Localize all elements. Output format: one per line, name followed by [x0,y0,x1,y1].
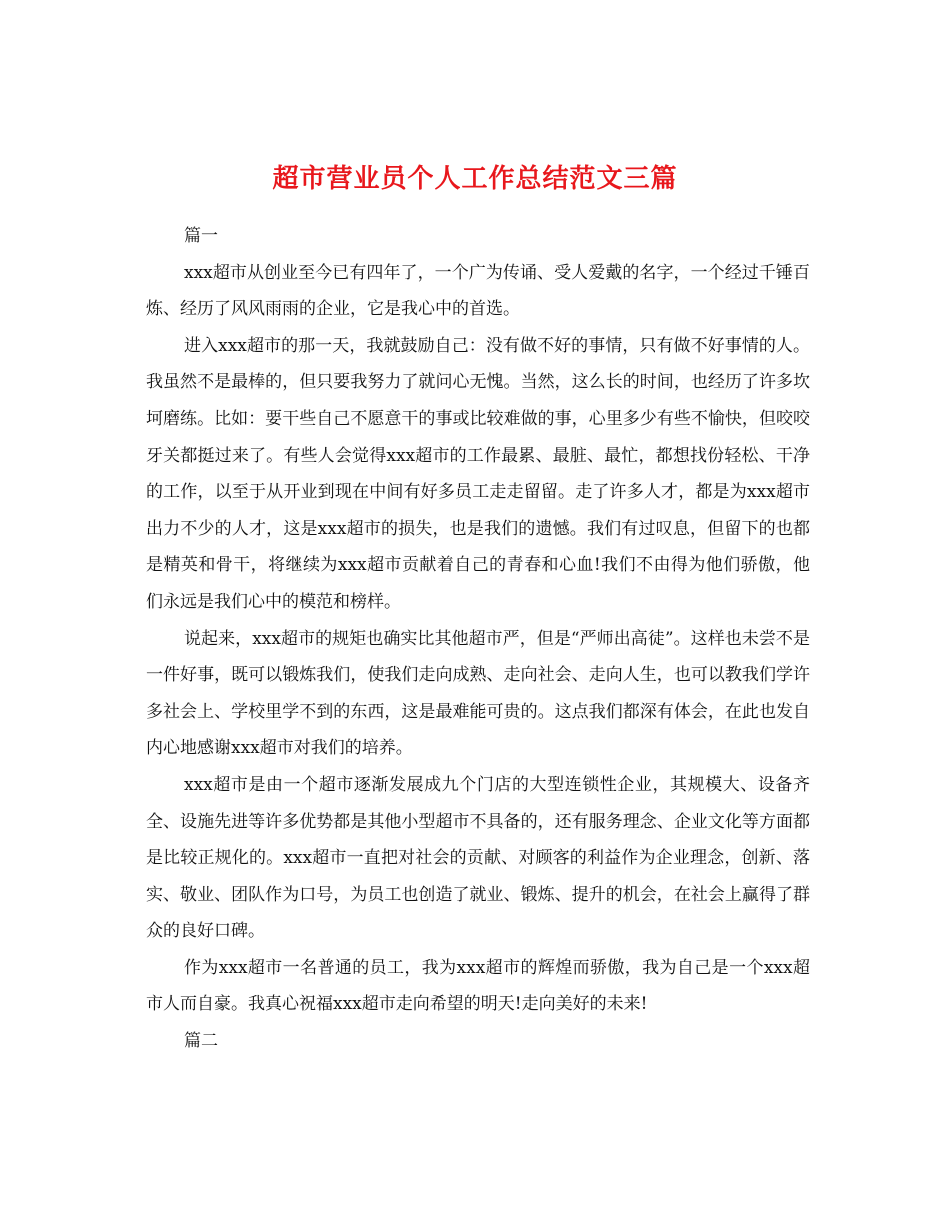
paragraph: 作为xxx超市一名普通的员工，我为xxx超市的辉煌而骄傲，我为自己是一个xxx超市人而自豪。我真心祝福xxx超市走向希望的明天!走向美好的未来! [146,957,810,1015]
paragraph: 进入xxx超市的那一天，我就鼓励自己：没有做不好的事情，只有做不好事情的人。我虽然不是最棒的，但只要我努力了就问心无愧。当然，这么长的时间，也经历了许多坎坷磨练。比如：要干些自己不愿意干的事或比较难做的事，心里多少有些不愉快，但咬咬牙关都挺过来了。有些人会觉得xxx超市的工作最累、最脏、最忙，都想找份轻松、干净的工作，以至于从开业到现在中间有好多员工走走留留。走了许多人才，都是为xxx超市出力不少的人才，这是xxx超市的损失，也是我们的遗憾。我们有过叹息，但留下的也都是精英和骨干，将继续为xxx超市贡献着自己的青春和心血!我们不由得为他们骄傲，他们永远是我们心中的模范和榜样。 [146,335,810,612]
paragraph: 说起来，xxx超市的规矩也确实比其他超市严，但是“严师出高徒”。这样也未尝不是一件好事，既可以锻炼我们，使我们走向成熟、走向社会、走向人生，也可以教我们学许多社会上、学校里学不到的东西，这是最难能可贵的。这点我们都深有体会，在此也发自内心地感谢xxx超市对我们的培养。 [146,628,810,759]
section-heading-1: 篇一 [184,226,218,246]
paragraph: xxx超市是由一个超市逐渐发展成九个门店的大型连锁性企业，其规模大、设备齐全、设施先进等许多优势都是其他小型超市不具备的，还有服务理念、企业文化等方面都是比较正规化的。xxx超市一直把对社会的贡献、对顾客的利益作为企业理念，创新、落实、敬业、团队作为口号，为员工也创造了就业、锻炼、提升的机会，在社会上赢得了群众的良好口碑。 [146,774,810,942]
document-title: 超市营业员个人工作总结范文三篇 [272,164,678,195]
paragraph: xxx超市从创业至今已有四年了，一个广为传诵、受人爱戴的名字，一个经过千锤百炼、经历了风风雨雨的企业，它是我心中的首选。 [146,262,810,320]
section-heading-2: 篇二 [184,1031,218,1052]
document-body [146,218,810,1060]
